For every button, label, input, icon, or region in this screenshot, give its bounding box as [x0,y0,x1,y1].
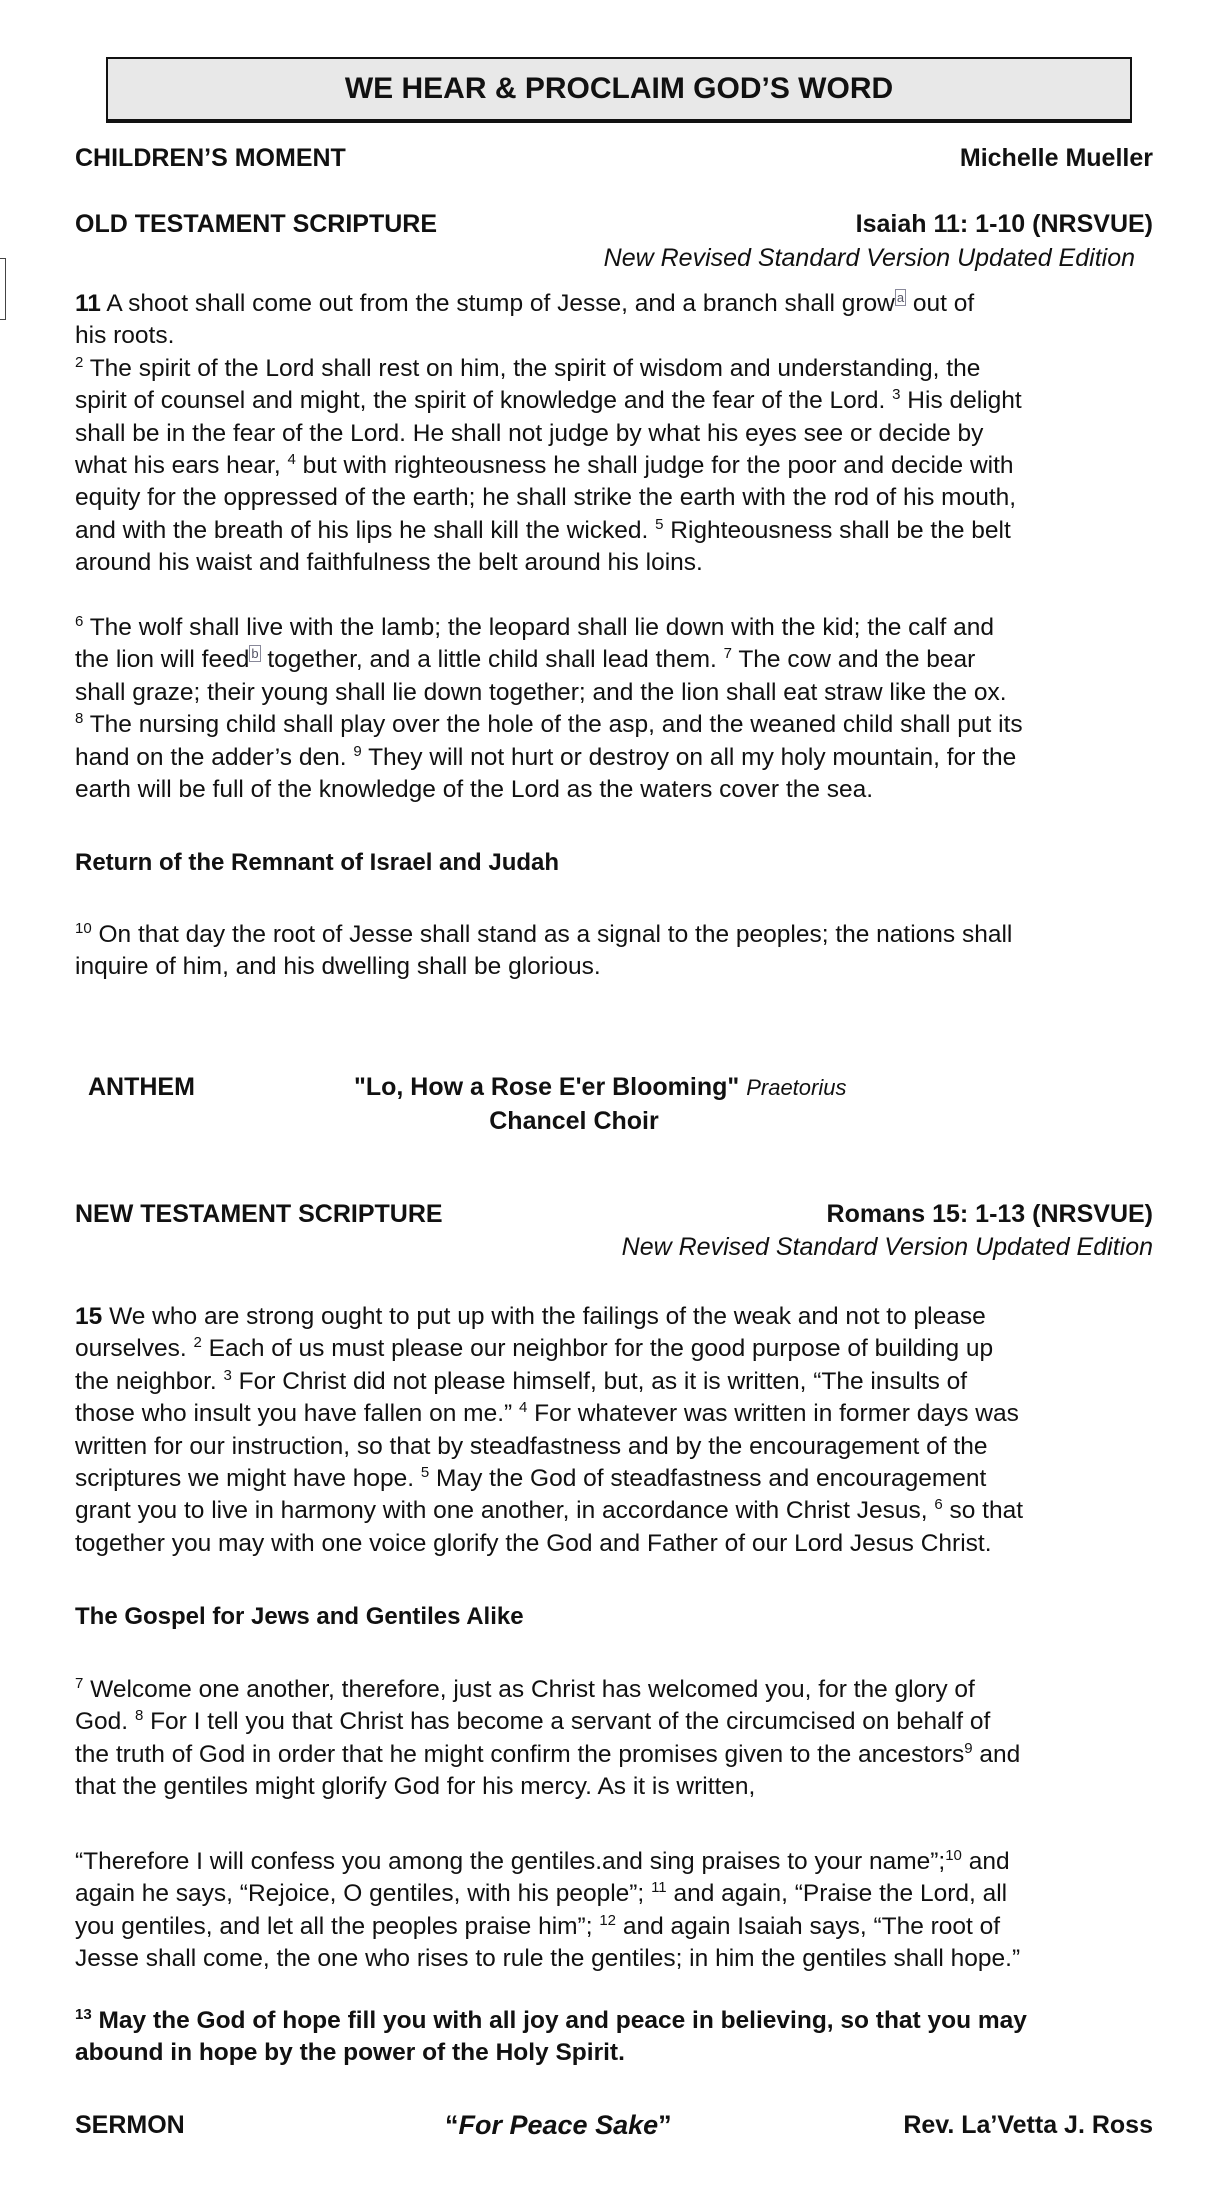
text-line [75,353,1165,385]
ot-paragraph [75,919,1165,984]
verse-number: 12 [599,1911,617,1929]
verse-number: 9 [353,742,362,760]
verse-number: 7 [75,1675,84,1692]
text-line [75,418,1165,450]
verse-text: For whatever was written in former days was [527,1400,1019,1428]
text-line [75,951,1165,983]
verse-text: written for our instruction, so that by steadfastness and by the encouragement of the [75,1432,988,1460]
verse-number: 5 [420,1463,430,1481]
text-line [75,450,1165,482]
verse-number: 10 [945,1847,962,1864]
anthem-title: "Lo, How a Rose E'er Blooming" [354,1073,740,1101]
verse-text: spirit of counsel and might, the spirit of knowledge and the fear of the Lord. [75,387,893,415]
verse-text: God. [75,1708,135,1736]
verse-text: On that day the root of Jesse shall stand as a signal to the peoples; the nations shall [91,921,1013,948]
text-line [75,1398,1165,1430]
text-line [75,547,1165,579]
section-title: WE HEAR & PROCLAIM GOD’S WORD [106,57,1132,123]
verse-number: 4 [518,1399,528,1417]
text-line [75,2037,1165,2069]
verse-number: 13 [75,2006,92,2023]
text-line [75,1301,1165,1333]
margin-mark [0,258,6,320]
old-testament-row [75,207,1153,241]
text-line [75,1943,1165,1975]
nt-paragraph [75,1301,1165,1560]
verse-text: and [972,1740,1021,1768]
verse-number: 11 [651,1879,667,1897]
childrens-moment-leader: Michelle Mueller [959,144,1153,172]
verse-number: 6 [934,1496,943,1514]
verse-text: the neighbor. [75,1367,224,1395]
ot-paragraph [75,612,1165,806]
anthem-label: ANTHEM [88,1073,195,1101]
old-testament-reference: Isaiah 11: 1-10 (NRSVUE) [855,210,1153,238]
old-testament-version: New Revised Standard Version Updated Edition [603,244,1135,272]
text-line [75,1333,1165,1365]
verse-text: For I tell you that Christ has become a servant of the circumcised on behalf of [143,1708,991,1736]
verse-text: Welcome one another, therefore, just as Christ has welcomed you, for the glory of [83,1676,975,1703]
verse-text: earth will be full of the knowledge of the Lord as the waters cover the sea. [75,775,874,803]
new-testament-reference: Romans 15: 1-13 (NRSVUE) [826,1200,1153,1228]
verse-text: again he says, “Rejoice, O gentiles, with his people”; [75,1880,652,1908]
verse-text: Jesse shall come, the one who rises to rule the gentiles; in him the gentiles shall hope.” [75,1945,1021,1973]
text-line [75,1846,1165,1878]
text-line [75,1674,1165,1706]
text-line [75,1878,1165,1910]
text-line [75,385,1165,417]
text-line [75,515,1165,547]
verse-text: equity for the oppressed of the earth; he shall strike the earth with the rod of his mouth, [75,484,1017,512]
verse-text: and again, “Praise the Lord, all [666,1880,1008,1908]
nt-section-heading: The Gospel for Jews and Gentiles Alike [75,1603,524,1630]
verse-text: those who insult you have fallen on me.” [75,1400,519,1428]
nt-paragraph [75,1674,1165,1804]
verse-number: 8 [134,1707,144,1725]
old-testament-label: OLD TESTAMENT SCRIPTURE [75,210,438,238]
verse-number: 6 [75,613,84,630]
close-quote: ” [658,2110,672,2140]
text-line [75,612,1165,644]
new-testament-version: New Revised Standard Version Updated Edition [621,1233,1153,1261]
text-line [75,2005,1165,2037]
ot-section-heading: Return of the Remnant of Israel and Judah [75,849,560,876]
sermon-preacher: Rev. La’Vetta J. Ross [903,2111,1153,2139]
verse-text: grant you to live in harmony with one another, in accordance with Christ Jesus, [75,1497,935,1525]
text-line [75,320,1165,352]
anthem-composer: Praetorius [746,1075,847,1100]
nt-benediction-paragraph [75,2005,1165,2070]
text-line [75,774,1165,806]
text-line [75,644,1165,676]
verse-number: 8 [75,710,84,728]
text-line [75,742,1165,774]
text-line [75,1366,1165,1398]
verse-text: the lion will feed [75,646,250,674]
text-line [75,1911,1165,1943]
verse-text: shall graze; their young shall lie down together; and the lion shall eat straw like the ox. [75,678,1007,706]
sermon-title-text: For Peace Sake [458,2110,659,2140]
text-line [75,288,1165,320]
ot-paragraph [75,288,1165,580]
verse-number: 2 [75,353,84,371]
verse-number: 5 [655,515,664,533]
verse-text: and with the breath of his lips he shall kill the wicked. [75,516,656,544]
verse-number: 10 [75,920,92,937]
verse-text: so that [942,1497,1024,1525]
text-line [75,1528,1165,1560]
text-line [75,919,1165,951]
verse-text: scriptures we might have hope. [75,1464,421,1492]
text-line [75,1431,1165,1463]
verse-text: around his waist and faithfulness the belt around his loins. [75,549,703,577]
verse-text: May the God of hope fill you with all joy and peace in believing, so that you may [91,2007,1027,2034]
verse-text: and again Isaiah says, “The root of [616,1912,1001,1940]
text-line [75,1463,1165,1495]
new-testament-row [75,1197,1153,1231]
nt-paragraph [75,1846,1165,1976]
anthem-title-line [354,1070,846,1105]
verse-text: together you may with one voice glorify the God and Father of our Lord Jesus Christ. [75,1529,992,1557]
verse-number: 4 [287,450,296,468]
verse-text: A shoot shall come out from the stump of Jesse, and a branch shall grow [100,290,895,317]
sermon-title [445,2108,672,2142]
verse-text: Righteousness shall be the belt [663,516,1011,544]
anthem-performer: Chancel Choir [489,1107,659,1135]
sermon-row [75,2108,1153,2142]
verse-text: His delight [900,387,1022,415]
verse-text: and [961,1848,1010,1875]
childrens-moment-label: CHILDREN’S MOMENT [75,144,346,172]
verse-text: you gentiles, and let all the peoples praise him”; [75,1912,600,1940]
verse-text: Each of us must please our neighbor for the good purpose of building up [201,1335,994,1363]
verse-text: The wolf shall live with the lamb; the leopard shall lie down with the kid; the calf and [83,614,994,641]
verse-number: 7 [723,645,732,663]
verse-text: We who are strong ought to put up with the failings of the weak and not to please [102,1303,986,1330]
text-line [75,482,1165,514]
open-quote: “ [445,2110,459,2140]
verse-text: inquire of him, and his dwelling shall be glorious. [75,953,601,981]
footnote-link[interactable]: a [896,290,905,305]
verse-number: 9 [964,1739,973,1757]
childrens-moment-row [75,141,1153,175]
verse-text: The nursing child shall play over the hole of the asp, and the weaned child shall put its [83,711,1023,739]
verse-text: The spirit of the Lord shall rest on him, the spirit of wisdom and understanding, the [83,354,981,382]
text-line [75,1706,1165,1738]
verse-text: the truth of God in order that he might confirm the promises given to the ancestors [75,1740,965,1768]
verse-text: what his ears hear, [75,451,288,479]
verse-text: ourselves. [75,1335,194,1363]
verse-number: 3 [223,1366,232,1384]
verse-text: but with righteousness he shall judge for the poor and decide with [295,451,1014,479]
verse-text: that the gentiles might glorify God for his mercy. As it is written, [75,1773,756,1801]
verse-number: 3 [892,386,901,404]
verse-text: hand on the adder’s den. [75,743,354,771]
verse-text: They will not hurt or destroy on all my holy mountain, for the [361,743,1017,771]
sermon-label: SERMON [75,2111,185,2139]
verse-text: “Therefore I will confess you among the gentiles.and sing praises to your name”; [75,1848,946,1875]
verse-text: The cow and the bear [731,646,976,674]
new-testament-label: NEW TESTAMENT SCRIPTURE [75,1200,443,1228]
chapter-number: 11 [75,290,101,317]
text-line [75,1739,1165,1771]
text-line [75,677,1165,709]
verse-text: May the God of steadfastness and encouragement [429,1464,987,1492]
text-line [75,1771,1165,1803]
verse-text: out of [906,290,975,317]
verse-text: abound in hope by the power of the Holy Spirit. [75,2039,625,2067]
verse-number: 2 [193,1334,202,1352]
verse-text: together, and a little child shall lead them. [260,646,724,674]
text-line [75,709,1165,741]
verse-text: For Christ did not please himself, but, as it is written, “The insults of [231,1367,968,1395]
verse-text: his roots. [75,322,175,350]
text-line [75,1495,1165,1527]
footnote-link[interactable]: b [251,646,259,662]
verse-text: shall be in the fear of the Lord. He shall not judge by what his eyes see or decide by [75,419,984,447]
chapter-number: 15 [75,1303,103,1330]
